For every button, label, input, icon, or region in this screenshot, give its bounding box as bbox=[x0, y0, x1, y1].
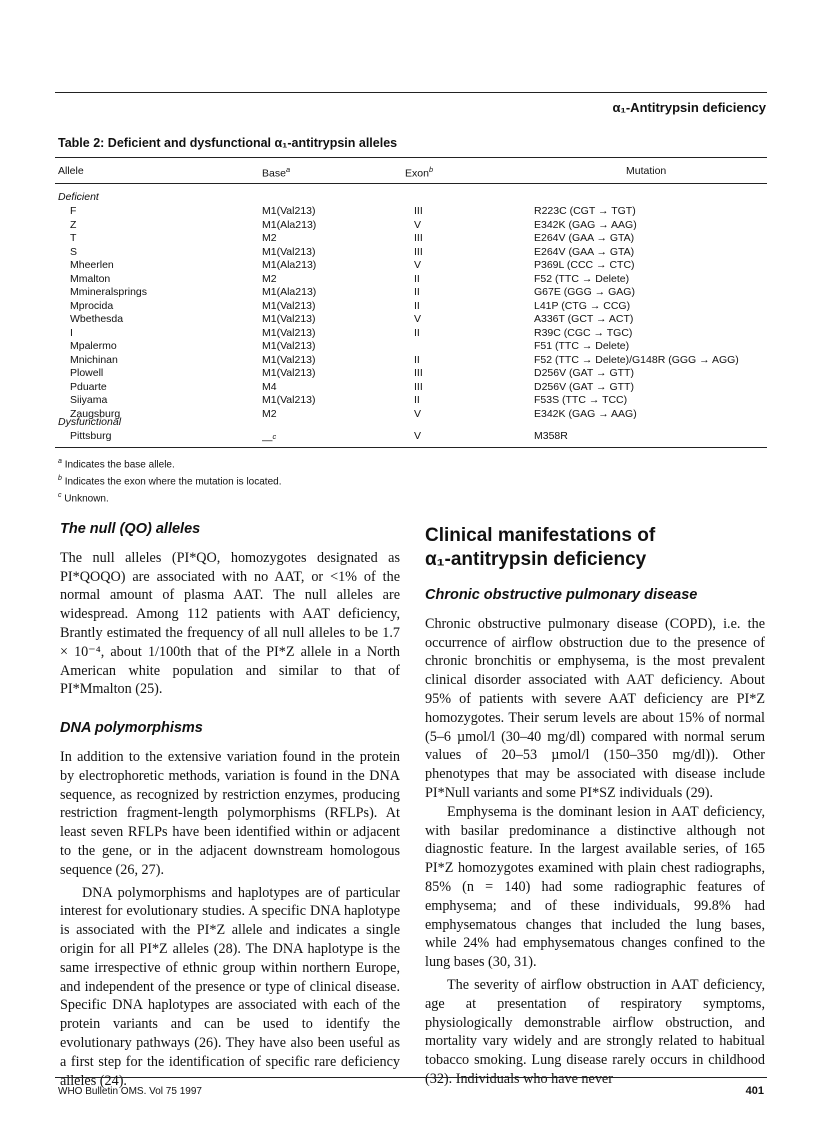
top-rule bbox=[55, 92, 767, 93]
base-cell: M2 bbox=[262, 272, 277, 285]
base-cell: M1(Val213) bbox=[262, 205, 316, 217]
allele-cell: Z bbox=[70, 218, 77, 231]
copd-paragraph-2: Emphysema is the dominant lesion in AAT deficiency, with basilar predominance a distinctive although not diagnostic feature. In the largest available series, of 165 PI*Z homozygotes examined with plain chest radiographs, 85% (n = 140) had some radiographic features of emphysema; and of these individuals, 99.8% had emphysematous changes that included the lung bases, while 24% had emphysematous changes confined to the lung bases (30, 31). bbox=[425, 803, 765, 971]
dna-paragraph-2: DNA polymorphisms and haplotypes are of particular interest for evolutionary studies. A specific DNA haplotype is associated with the PI*Z allele and indicates a single origin for all PI*Z alleles (28). The DNA haplotype is the same irrespective of ethnic group within northern Europe, and independent of the presence or type of clinical disease. Specific DNA haplotypes are associated with each of the protein variants and can be used to identify the evolutionary pathways (26). They have also been useful as a first step for the identification of specific rare deficiency alleles (24). bbox=[60, 884, 400, 1089]
base-cell: M1(Val213) bbox=[262, 394, 316, 406]
base-cell: M1(Ala213) bbox=[262, 259, 317, 271]
table-label: Table 2: bbox=[58, 136, 105, 150]
exon-cell: II bbox=[414, 286, 420, 298]
mutation-cell: E264V (GAA → GTA) bbox=[534, 232, 635, 244]
mutation-cell: F52 (TTC → Delete)/G148R (GGG → AGG) bbox=[534, 353, 739, 366]
mutation-cell: E342K (GAG → AAG) bbox=[534, 218, 637, 231]
base-cell: M1(Ala213) bbox=[262, 286, 317, 298]
copd-paragraph-3: The severity of airflow obstruction in AAT deficiency, age at presentation of respiratory symptoms, physiologically demonstrable airflow obstruction, and mortality vary widely and are strongly related to habitual tobacco smoking. Lung disease rarely occurs in childhood (32). Individuals who have never bbox=[425, 976, 765, 1087]
footnote-c: $^c$ Unknown. bbox=[58, 491, 109, 504]
header-base: Base$^a$ bbox=[262, 165, 291, 180]
exon-cell: II bbox=[414, 394, 420, 406]
base-cell: M1(Val213) bbox=[262, 340, 316, 352]
group-deficient: Deficient bbox=[58, 191, 99, 203]
table-header-rule bbox=[55, 183, 767, 184]
base-cell: M1(Val213) bbox=[262, 313, 316, 325]
exon-cell: V bbox=[414, 313, 422, 325]
allele-cell: Mpalermo bbox=[70, 340, 117, 352]
allele-cell: Siiyama bbox=[70, 394, 108, 406]
allele-cell: F bbox=[70, 205, 77, 217]
base-cell: M1(Val213) bbox=[262, 245, 316, 258]
pittsburg-allele: Pittsburg bbox=[70, 430, 112, 442]
base-cell: M2 bbox=[262, 232, 277, 244]
table-top-rule bbox=[55, 157, 767, 158]
exon-cell: II bbox=[414, 272, 420, 285]
pittsburg-exon: V bbox=[414, 430, 422, 442]
allele-cell: Mprocida bbox=[70, 299, 114, 312]
allele-cell: Plowell bbox=[70, 367, 104, 379]
header-mutation: Mutation bbox=[626, 165, 667, 177]
mutation-cell: F52 (TTC → Delete) bbox=[534, 272, 630, 285]
base-cell: M1(Val213) bbox=[262, 326, 316, 339]
dna-polymorphisms-heading: DNA polymorphisms bbox=[60, 720, 203, 737]
table-title bbox=[58, 136, 397, 150]
mutation-cell: R39C (CGC → TGC) bbox=[534, 326, 633, 339]
allele-cell: T bbox=[70, 232, 77, 244]
page-number: 401 bbox=[745, 1085, 764, 1097]
table-bottom-rule bbox=[55, 447, 767, 448]
header-exon: Exon$^b$ bbox=[405, 165, 434, 180]
running-head: α₁-Antitrypsin deficiency bbox=[612, 100, 766, 115]
null-alleles-heading: The null (QO) alleles bbox=[60, 521, 201, 537]
table-footnotes bbox=[58, 455, 281, 505]
clinical-heading: Clinical manifestations of α₁-antitrypsin deficiency bbox=[425, 525, 656, 570]
base-cell: M1(Val213) bbox=[262, 367, 316, 379]
table-title-text: Deficient and dysfunctional α₁-antitrypsin alleles bbox=[107, 136, 398, 150]
mutation-cell: D256V (GAT → GTT) bbox=[534, 367, 634, 379]
exon-cell: V bbox=[414, 259, 422, 271]
base-cell: M2 bbox=[262, 407, 277, 420]
null-alleles-paragraph: The null alleles (PI*QO, homozygotes designated as PI*QOQO) are associated with no AAT, or <1% of the normal amount of plasma AAT. The null alleles are widespread. Among 112 patients with AAT deficiency, Brantly estimated the frequency of all null alleles to be 1.7 × 10⁻⁴, about 1/100th that of the PI*Z allele in a North American white population and similar to that of PI*Mmalton (25). bbox=[60, 549, 400, 698]
mutation-cell: E342K (GAG → AAG) bbox=[534, 407, 637, 420]
mutation-cell: G67E (GGG → GAG) bbox=[534, 286, 635, 298]
mutation-cell: L41P (CTG → CCG) bbox=[534, 299, 631, 312]
journal-footer: WHO Bulletin OMS. Vol 75 1997 bbox=[58, 1086, 202, 1097]
allele-cell: I bbox=[70, 326, 73, 339]
mutation-cell: E264V (GAA → GTA) bbox=[534, 245, 635, 258]
dna-paragraph-1: In addition to the extensive variation found in the protein by electrophoretic methods, variation is found in the DNA sequence, as recognized by restriction enzymes, producing restriction fragment-length polymorphisms (RFLPs). At least seven RFLPs have been identified within or adjacent to the gene, or in the adjacent downstream homologous sequence (26, 27). bbox=[60, 748, 400, 878]
exon-cell: III bbox=[414, 232, 423, 244]
base-cell: M1(Val213) bbox=[262, 353, 316, 366]
group-dysfunctional: Dysfunctional bbox=[58, 416, 122, 428]
exon-cell: II bbox=[414, 326, 420, 339]
allele-cell: Mmineralsprings bbox=[70, 286, 148, 298]
allele-cell: S bbox=[70, 245, 78, 258]
footer-rule bbox=[55, 1077, 767, 1078]
left-column bbox=[60, 520, 400, 1090]
footnote-b: $^b$ Indicates the exon where the mutation is located. bbox=[58, 474, 282, 488]
mutation-cell: A336T (GCT → ACT) bbox=[534, 313, 634, 325]
allele-cell: Mheerlen bbox=[70, 259, 114, 271]
allele-cell: Pduarte bbox=[70, 380, 107, 393]
mutation-cell: R223C (CGT → TGT) bbox=[534, 205, 636, 217]
exon-cell: V bbox=[414, 407, 422, 420]
footnote-a: $^a$ Indicates the base allele. bbox=[58, 458, 175, 471]
exon-cell: II bbox=[414, 299, 420, 312]
allele-cell: Zaugsburg bbox=[70, 407, 121, 420]
exon-cell: III bbox=[414, 380, 423, 393]
exon-cell: II bbox=[414, 353, 420, 366]
mutation-cell: F53S (TTC → TCC) bbox=[534, 394, 628, 406]
header-allele: Allele bbox=[58, 165, 84, 177]
mutation-cell: F51 (TTC → Delete) bbox=[534, 340, 630, 352]
mutation-cell: P369L (CCC → CTC) bbox=[534, 259, 635, 271]
copd-heading: Chronic obstructive pulmonary disease bbox=[425, 587, 698, 603]
mutation-cell: D256V (GAT → GTT) bbox=[534, 380, 634, 393]
copd-paragraph-1: Chronic obstructive pulmonary disease (COPD), i.e. the occurrence of airflow obstruction due to the presence of chronic bronchitis or emphysema, is the most prevalent clinical disorder associated with AAT deficiency. About 95% of patients with severe AAT deficiency are PI*Z homozygotes. Their serum levels are about 15% of normal (5–6 µmol/l (30–40 mg/dl) compared with normal serum values of 20–53 µmol/l (150–350 mg/dl)). Other phenotypes that may be associated with disease include PI*Null variants and some PI*SZ individuals (29). bbox=[425, 615, 765, 801]
right-column bbox=[425, 520, 765, 1089]
exon-cell: III bbox=[414, 205, 423, 217]
allele-cell: Wbethesda bbox=[70, 313, 124, 325]
base-cell: M4 bbox=[262, 380, 277, 393]
pittsburg-base: —$^c$ bbox=[262, 432, 277, 447]
exon-cell: III bbox=[414, 245, 423, 258]
allele-cell: Mnichinan bbox=[70, 353, 118, 366]
exon-cell: III bbox=[414, 367, 423, 379]
pittsburg-mutation: M358R bbox=[534, 430, 568, 442]
exon-cell: V bbox=[414, 218, 422, 231]
base-cell: M1(Ala213) bbox=[262, 218, 317, 231]
base-cell: M1(Val213) bbox=[262, 299, 316, 312]
allele-cell: Mmalton bbox=[70, 272, 111, 285]
